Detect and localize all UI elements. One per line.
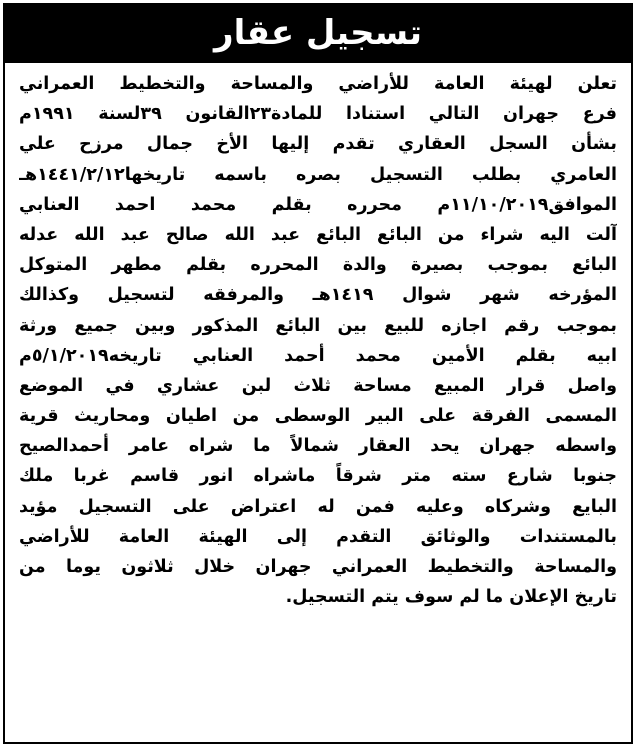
notice-line: جنوبا شارع سته متر شرقاً ماشراه انور قاسم غربا ملك <box>19 466 617 487</box>
notice-line: واصل قرار المبيع مساحة ثلاث لبن عشاري في الموضع <box>19 375 617 396</box>
notice-line: البايع وشركاه وعليه فمن له اعتراض على التسجيل مؤيد <box>19 496 617 517</box>
notice-line: الموافق١١/١٠/٢٠١٩م محرره بقلم محمد احمد العنابي <box>19 194 617 215</box>
notice-line: العامري بطلب التسجيل بصره باسمه تاريخها١٤٤١/٢/١٢هـ <box>19 164 617 185</box>
notice-box <box>3 3 633 744</box>
header-bar <box>5 5 631 63</box>
notice-body <box>5 63 631 612</box>
notice-line: بشأن السجل العقاري تقدم إليها الأخ جمال مرزح علي <box>19 134 617 155</box>
notice-line: بموجب رقم اجازه للبيع بين البائع المذكور وبين جميع ورثة <box>19 315 617 336</box>
notice-line: البائع بموجب بصيرة والدة المحرره بقلم مطهر المتوكل <box>19 255 617 276</box>
notice-line: واسطه جهران يحد العقار شمالاً ما شراه عامر أحمدالصيح <box>19 436 617 457</box>
notice-line: آلت اليه شراء من البائع البائع عبد الله صالح عبد الله عدله <box>19 224 617 245</box>
notice-line: بالمستندات والوثائق التقدم إلى الهيئة العامة للأراضي <box>19 526 617 547</box>
notice-line: والمساحة والتخطيط العمراني جهران خلال ثلاثون يوما من <box>19 557 617 577</box>
notice-line: ابيه بقلم الأمين محمد أحمد العنابي تاريخه٥/١/٢٠١٩م <box>19 345 617 366</box>
notice-line: تعلن لهيئة العامة للأراضي والمساحة والتخطيط العمراني <box>19 74 617 94</box>
notice-line: المؤرخه شهر شوال ١٤١٩هـ والمرفقه لتسجيل وكذالك <box>19 285 617 306</box>
notice-title: تسجيل عقار <box>214 13 422 53</box>
notice-line: فرع جهران التالي استنادا للمادة٢٣القانون ٣٩لسنة ١٩٩١م <box>19 104 617 125</box>
notice-line: المسمى الفرقة على البير الوسطى من اطيان ومحاريث قرية <box>19 406 617 427</box>
notice-line-last: تاريخ الإعلان ما لم سوف يتم التسجيل. <box>285 587 617 608</box>
